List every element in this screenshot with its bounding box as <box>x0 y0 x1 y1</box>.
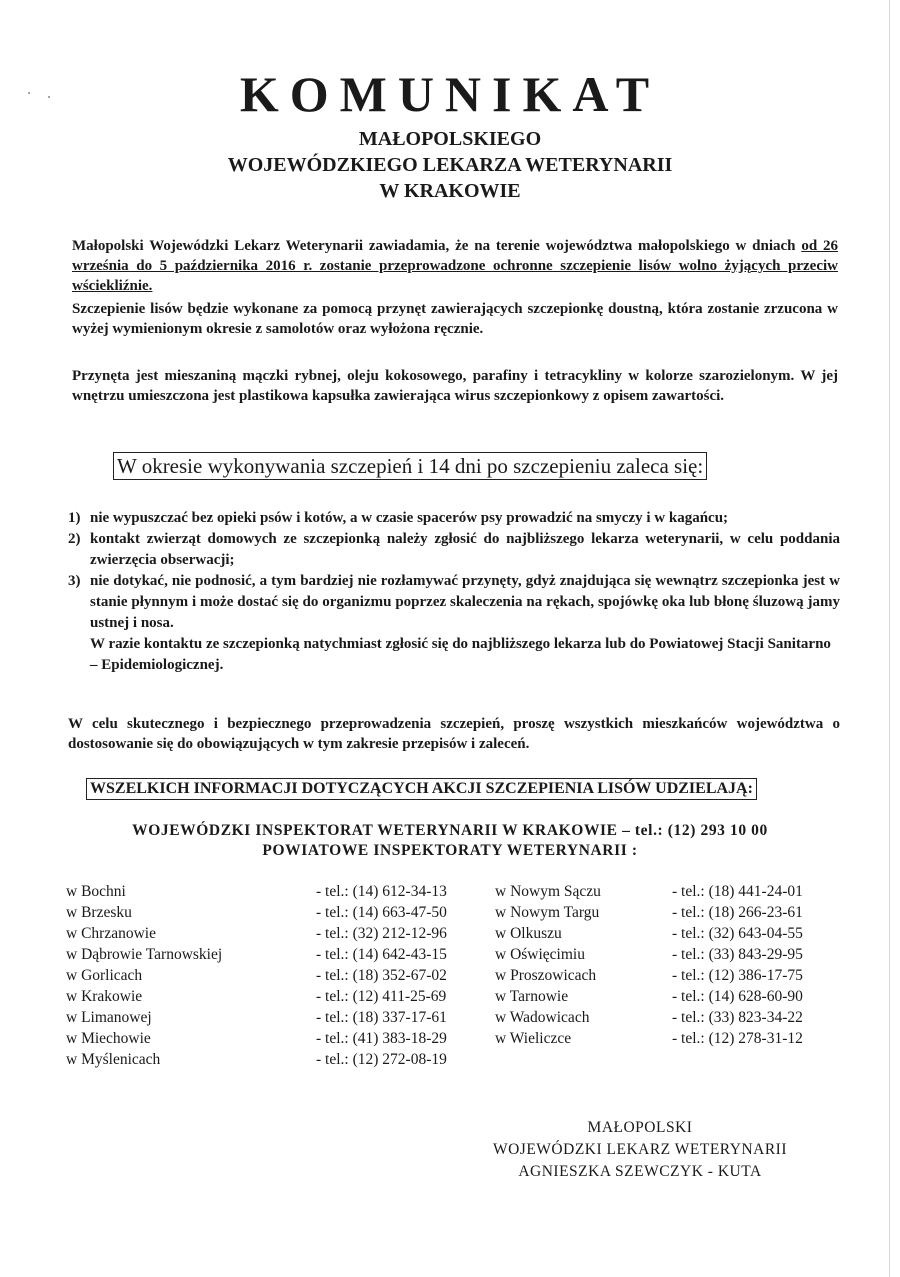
list-item-number: 2) <box>68 531 81 547</box>
contact-row <box>66 1049 447 1070</box>
appeal-paragraph: W celu skutecznego i bezpiecznego przeprowadzenia szczepień, proszę wszystkich mieszkańców województwa o dostosowanie się do obowiązujących w tym zakresie przepisów i zaleceń. <box>68 716 840 752</box>
contact-row <box>66 1007 447 1028</box>
contact-phone: - tel.: (14) 628-60-90 <box>672 988 803 1005</box>
contact-row <box>66 881 447 902</box>
contact-row <box>66 1028 447 1049</box>
contact-town: w Oświęcimiu <box>495 946 585 963</box>
subtitle-line-2: WOJEWÓDZKIEGO LEKARZA WETERYNARII <box>227 154 673 176</box>
contact-phone: - tel.: (14) 642-43-15 <box>316 946 447 963</box>
contact-row <box>495 944 803 965</box>
contact-town: w Proszowicach <box>495 967 597 984</box>
intro-paragraph-3: Przynęta jest mieszaniną mączki rybnej, oleju kokosowego, parafiny i tetracykliny w kolorze szarozielonym. W jej wnętrzu umieszczona jest plastikowa kapsułka zawierająca wirus szczepionkowy z opisem zawartości. <box>72 368 838 404</box>
contact-phone: - tel.: (12) 278-31-12 <box>672 1030 803 1047</box>
signature-line-3: AGNIESZKA SZEWCZYK - KUTA <box>518 1163 762 1180</box>
contact-phone: - tel.: (18) 441-24-01 <box>672 883 803 900</box>
contact-phone: - tel.: (18) 337-17-61 <box>316 1009 447 1026</box>
contact-town: w Myślenicach <box>66 1051 161 1068</box>
contact-town: w Miechowie <box>66 1030 151 1047</box>
contact-row <box>495 902 803 923</box>
contact-row <box>495 986 803 1007</box>
contact-town: w Wieliczce <box>495 1030 572 1047</box>
subtitle-line-1: MAŁOPOLSKIEGO <box>358 128 542 150</box>
list-item-text: nie wypuszczać bez opieki psów i kotów, a w czasie spacerów psy prowadzić na smyczy i w kagańcu; <box>90 510 729 526</box>
contact-town: w Nowym Targu <box>495 904 600 921</box>
contact-town: w Nowym Sączu <box>495 883 601 900</box>
contact-town: w Olkuszu <box>495 925 562 942</box>
contact-row <box>66 902 447 923</box>
list-item-number: 1) <box>68 510 81 526</box>
contact-phone: - tel.: (12) 411-25-69 <box>316 988 447 1005</box>
contact-row <box>495 1028 803 1049</box>
contact-phone: - tel.: (33) 823-34-22 <box>672 1009 803 1026</box>
contact-town: w Brzesku <box>66 904 132 921</box>
list-item <box>68 571 840 634</box>
contact-phone: - tel.: (18) 266-23-61 <box>672 904 803 921</box>
contact-row <box>495 923 803 944</box>
contact-phone: - tel.: (12) 386-17-75 <box>672 967 803 984</box>
contact-town: w Gorlicach <box>66 967 143 984</box>
list-item-text: nie dotykać, nie podnosić, a tym bardziej nie rozłamywać przynęty, gdyż znajdująca się wewnątrz szczepionka jest w stanie płynnym i może dostać się do organizmu poprzez skaleczenia na rękach, spojówkę oka lub błonę śluzową jamy ustnej i nosa. <box>90 573 840 631</box>
contact-town: w Tarnowie <box>495 988 569 1005</box>
contact-phone: - tel.: (14) 612-34-13 <box>316 883 447 900</box>
document-title: KOMUNIKAT <box>239 66 661 122</box>
signature-line-1: MAŁOPOLSKI <box>587 1119 693 1136</box>
contact-row <box>66 944 447 965</box>
vaccination-dates-text: od 26 września do 5 października 2016 r. zostanie przeprowadzone ochronne szczepienie lisów wolno żyjących przeciw wściekliźnie. <box>72 238 839 294</box>
list-item-number: 3) <box>68 573 81 589</box>
contact-town: w Limanowej <box>66 1009 152 1026</box>
contact-town: w Chrzanowie <box>66 925 156 942</box>
district-inspectorates-heading: POWIATOWE INSPEKTORATY WETERYNARII : <box>262 842 638 859</box>
contact-phone: - tel.: (18) 352-67-02 <box>316 967 447 984</box>
contacts-column-left <box>66 881 447 1070</box>
contact-row <box>66 986 447 1007</box>
contact-row <box>66 923 447 944</box>
contact-phone: - tel.: (41) 383-18-29 <box>316 1030 447 1047</box>
contact-town: w Bochni <box>66 883 126 900</box>
contact-phone: - tel.: (32) 643-04-55 <box>672 925 803 942</box>
contact-row <box>495 965 803 986</box>
signature-line-2: WOJEWÓDZKI LEKARZ WETERYNARII <box>492 1141 788 1158</box>
contact-row <box>495 881 803 902</box>
subtitle-line-3: W KRAKOWIE <box>379 180 521 202</box>
list-item <box>68 529 840 571</box>
contact-town: w Krakowie <box>66 988 143 1005</box>
info-heading-box: WSZELKICH INFORMACJI DOTYCZĄCYCH AKCJI SZCZEPIENIA LISÓW UDZIELAJĄ: <box>86 778 757 800</box>
intro-paragraph-1 <box>72 236 838 296</box>
list-item <box>68 508 840 529</box>
contact-note: W razie kontaktu ze szczepionką natychmiast zgłosić się do najbliższego lekarza lub do Powiatowej Stacji Sanitarno – Epidemiologicznej. <box>90 636 831 673</box>
contact-phone: - tel.: (33) 843-29-95 <box>672 946 803 963</box>
contact-row <box>495 1007 803 1028</box>
contact-phone: - tel.: (12) 272-08-19 <box>316 1051 447 1068</box>
contacts-column-right <box>495 881 803 1049</box>
contact-town: w Dąbrowie Tarnowskiej <box>66 946 223 963</box>
contact-phone: - tel.: (32) 212-12-96 <box>316 925 447 942</box>
intro-lead-text: Małopolski Wojewódzki Lekarz Weterynarii zawiadamia, że na terenie województwa małopolskiego w dniach <box>72 238 802 254</box>
contact-town: w Wadowicach <box>495 1009 590 1026</box>
list-item-text: kontakt zwierząt domowych ze szczepionką należy zgłosić do najbliższego lekarza weterynarii, w celu poddania zwierzęcia obserwacji; <box>90 531 840 568</box>
intro-paragraph-2: Szczepienie lisów będzie wykonane za pomocą przynęt zawierających szczepionkę doustną, która zostanie zrzucona w wyżej wymienionym okresie z samolotów oraz wyłożona ręcznie. <box>72 301 838 337</box>
inspectorate-contact-line: WOJEWÓDZKI INSPEKTORAT WETERYNARII W KRAKOWIE – tel.: (12) 293 10 00 <box>132 822 768 839</box>
contact-row <box>66 965 447 986</box>
recommendation-list <box>68 508 840 676</box>
contact-phone: - tel.: (14) 663-47-50 <box>316 904 447 921</box>
recommendation-heading-box: W okresie wykonywania szczepień i 14 dni po szczepieniu zaleca się: <box>113 452 707 480</box>
